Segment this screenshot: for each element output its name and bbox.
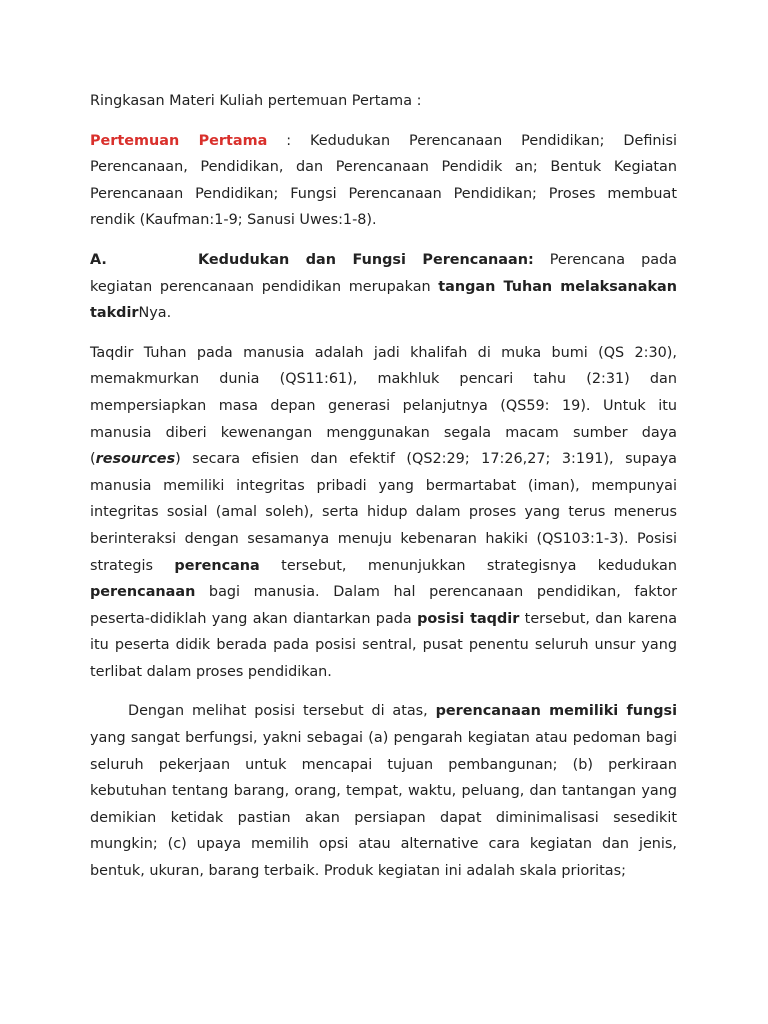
section-a-bold-phrase: tangan Tuhan melaksanakan takdir — [90, 278, 677, 322]
intro-text: : Kedudukan Perencanaan Pendidikan; Definisi Perencanaan, Pendidikan, dan Perencanaan Pendidik an; Bentuk Kegiatan Perencanaan Pendidikan; Fungsi Perencanaan Pendidikan; Proses membuat rendik (Kaufman:1-9; Sanusi Uwes:1-8). — [90, 132, 677, 229]
taqdir-text-3: tersebut, menunjukkan strategisnya kedudukan — [259, 557, 677, 574]
meeting-label: Pertemuan Pertama — [90, 132, 268, 149]
perencana-term: perencana — [174, 557, 260, 574]
section-number: A. — [90, 251, 107, 268]
function-bold-phrase: perencanaan memiliki fungsi — [435, 703, 678, 720]
taqdir-text-4: bagi manusia. Dalam hal perencanaan pendidikan, faktor peserta-didiklah yang akan diantarkan pada — [90, 584, 677, 627]
section-a-text-2: Nya. — [138, 305, 172, 322]
taqdir-text-1: Taqdir Tuhan pada manusia adalah jadi khalifah di muka bumi (QS 2:30), memakmurkan dunia (QS11:61), makhluk pencari tahu (2:31) dan mempersiapkan masa depan generasi pelanjutnya (QS59: 19). Untuk itu manusia diberi kewenangan menggunakan segala macam sumber daya ( — [90, 344, 677, 468]
taqdir-text-5: tersebut, dan karena itu peserta didik berada pada posisi sentral, pusat penentu seluruh unsur yang terlibat dalam proses pendidikan. — [90, 610, 678, 680]
posisi-taqdir-term: posisi taqdir — [417, 610, 520, 627]
document-heading: Ringkasan Materi Kuliah pertemuan Pertama : — [90, 93, 422, 109]
function-text-2: yang sangat berfungsi, yakni sebagai (a) pengarah kegiatan atau pedoman bagi seluruh pekerjaan untuk mencapai tujuan pembangunan; (b) perkiraan kebutuhan tentang barang, orang, tempat, waktu, peluang, dan tantangan yang demikian ketidak pastian akan persiapan dapat diminimalisasi sesedikit mungkin; (c) upaya memilih opsi atau alternative cara kegiatan dan jenis, bentuk, ukuran, barang terbaik. Produk kegiatan ini adalah skala prioritas; — [90, 730, 677, 880]
function-paragraph — [90, 698, 677, 884]
document-page — [90, 88, 677, 898]
section-title: Kedudukan dan Fungsi Perencanaan: — [198, 251, 534, 268]
perencanaan-term: perencanaan — [90, 584, 196, 601]
intro-paragraph — [90, 128, 677, 234]
function-text-1: Dengan melihat posisi tersebut di atas, — [128, 703, 436, 720]
taqdir-text-2: ) secara efisien dan efektif (QS2:29; 17:26,27; 3:191), supaya manusia memiliki integritas pribadi yang bermartabat (iman), mempunyai integritas sosial (amal soleh), serta hidup dalam proses yang terus menerus berinteraksi dengan sesamanya menuju kebenaran hakiki (QS103:1-3). Posisi strategis — [90, 451, 677, 574]
resources-term: resources — [95, 451, 176, 468]
section-a-paragraph — [90, 247, 677, 327]
taqdir-paragraph — [90, 340, 677, 686]
section-a-text-1: Perencana pada kegiatan perencanaan pendidikan merupakan — [90, 251, 677, 295]
